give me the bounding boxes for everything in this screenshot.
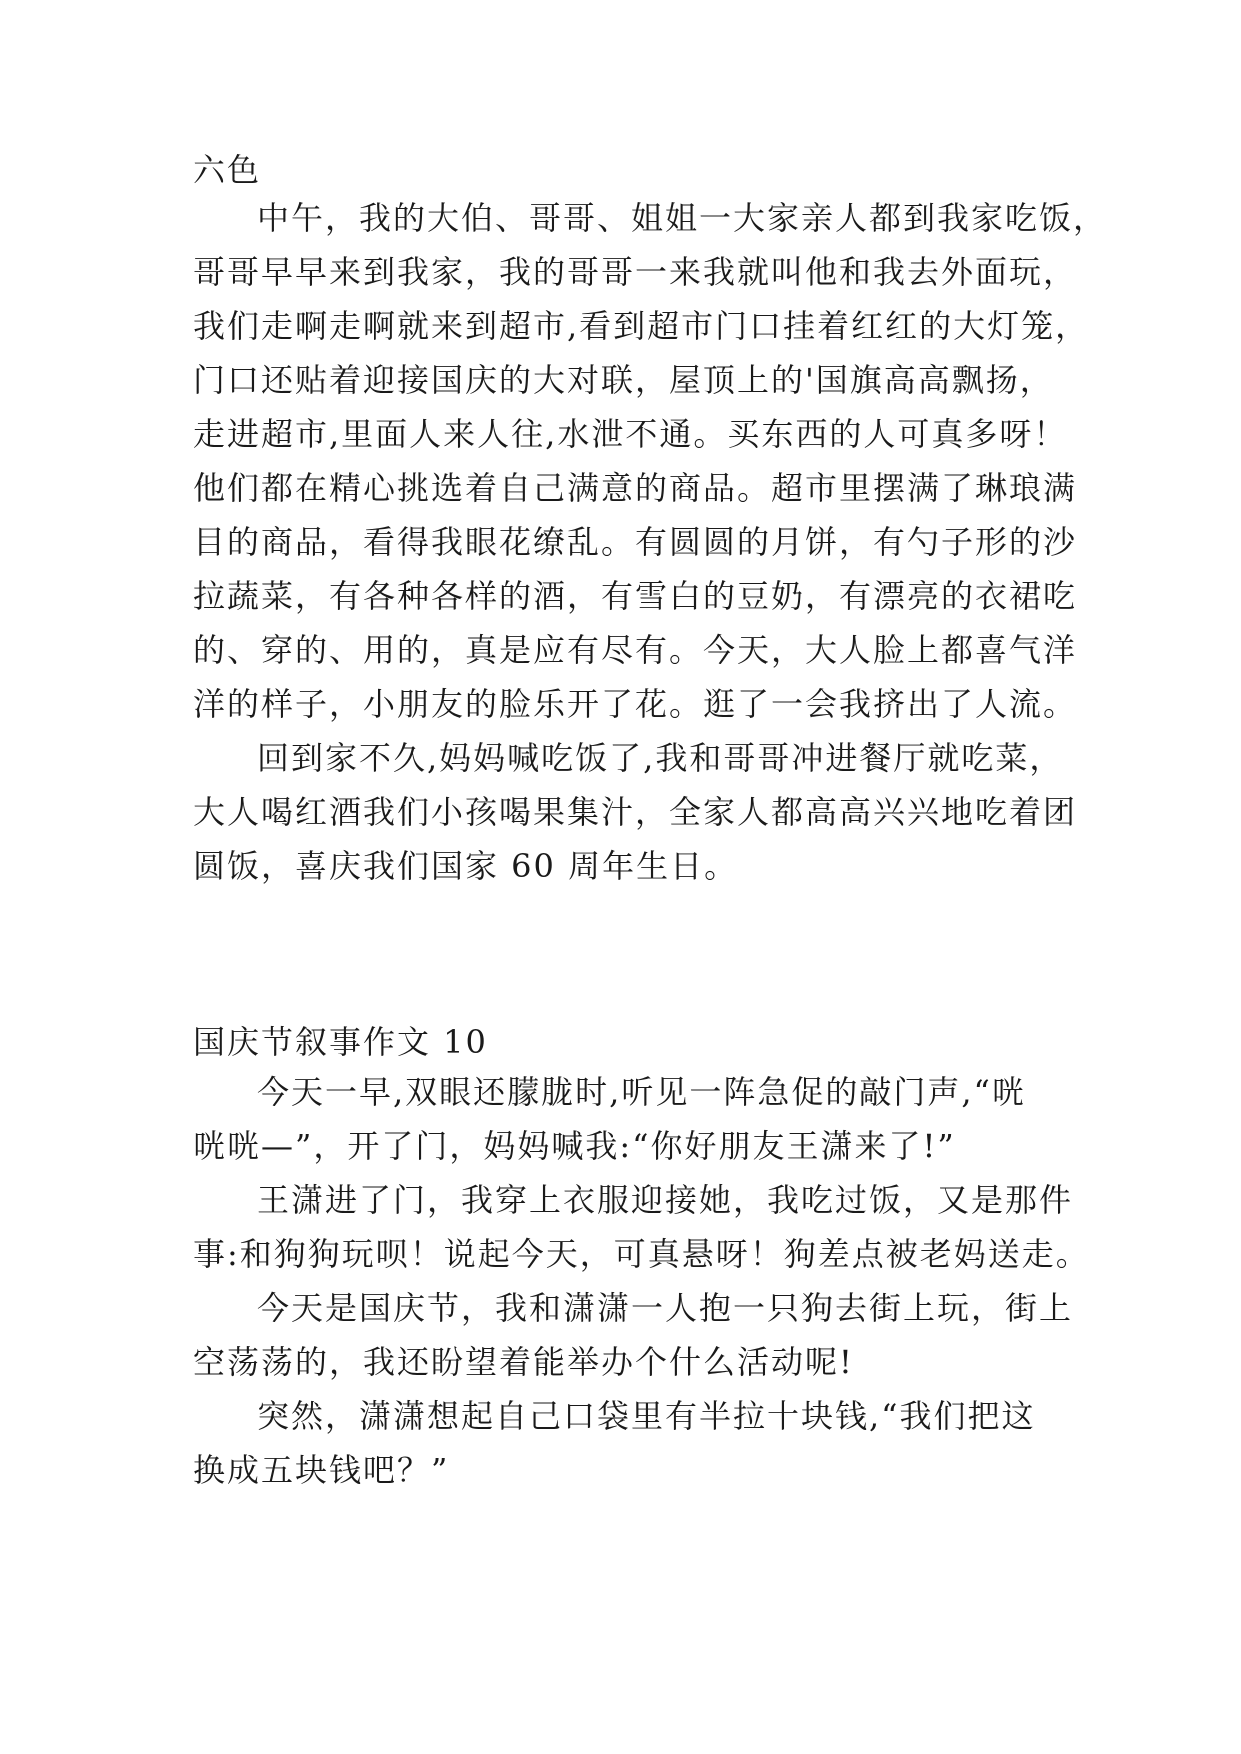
text-line: 目的商品，看得我眼花缭乱。有圆圆的月饼，有勺子形的沙	[193, 523, 1078, 561]
essay-heading: 国庆节叙事作文 10	[193, 1023, 488, 1061]
text-line: 走进超市,里面人来人往,水泄不通。买东西的人可真多呀！	[193, 415, 1068, 453]
text-line: 咣咣—”，开了门，妈妈喊我:“你好朋友王潇来了!”	[193, 1127, 956, 1165]
text-line: 大人喝红酒我们小孩喝果集汁，全家人都高高兴兴地吃着团	[193, 793, 1078, 831]
text-line: 事:和狗狗玩呗！说起今天，可真悬呀！狗差点被老妈送走。	[193, 1235, 1090, 1273]
text-line: 中午，我的大伯、哥哥、姐姐一大家亲人都到我家吃饭，	[257, 199, 1108, 237]
text-line: 空荡荡的，我还盼望着能举办个什么活动呢!	[193, 1343, 854, 1381]
text-line: 突然，潇潇想起自己口袋里有半拉十块钱,“我们把这	[257, 1397, 1036, 1435]
text-line: 洋的样子，小朋友的脸乐开了花。逛了一会我挤出了人流。	[193, 685, 1078, 723]
text-line: 圆饭，喜庆我们国家 60 周年生日。	[193, 847, 739, 885]
text-line: 今天是国庆节，我和潇潇一人抱一只狗去街上玩，街上	[257, 1289, 1074, 1327]
text-line: 哥哥早早来到我家，我的哥哥一来我就叫他和我去外面玩，	[193, 253, 1078, 291]
text-line: 换成五块钱吧？”	[193, 1451, 450, 1489]
text-line: 的、穿的、用的，真是应有尽有。今天，大人脸上都喜气洋	[193, 631, 1078, 669]
text-line: 他们都在精心挑选着自己满意的商品。超市里摆满了琳琅满	[193, 469, 1078, 507]
text-line: 今天一早,双眼还朦胧时,听见一阵急促的敲门声,“咣	[257, 1073, 1026, 1111]
text-line: 我们走啊走啊就来到超市,看到超市门口挂着红红的大灯笼，	[193, 307, 1090, 345]
text-line: 王潇进了门，我穿上衣服迎接她，我吃过饭，又是那件	[257, 1181, 1074, 1219]
essay-heading: 六色	[193, 151, 262, 189]
text-line: 回到家不久,妈妈喊吃饭了,我和哥哥冲进餐厅就吃菜，	[257, 739, 1064, 777]
text-line: 拉蔬菜，有各种各样的酒，有雪白的豆奶，有漂亮的衣裙吃	[193, 577, 1078, 615]
text-line: 门口还贴着迎接国庆的大对联，屋顶上的'国旗高高飘扬，	[193, 361, 1054, 399]
